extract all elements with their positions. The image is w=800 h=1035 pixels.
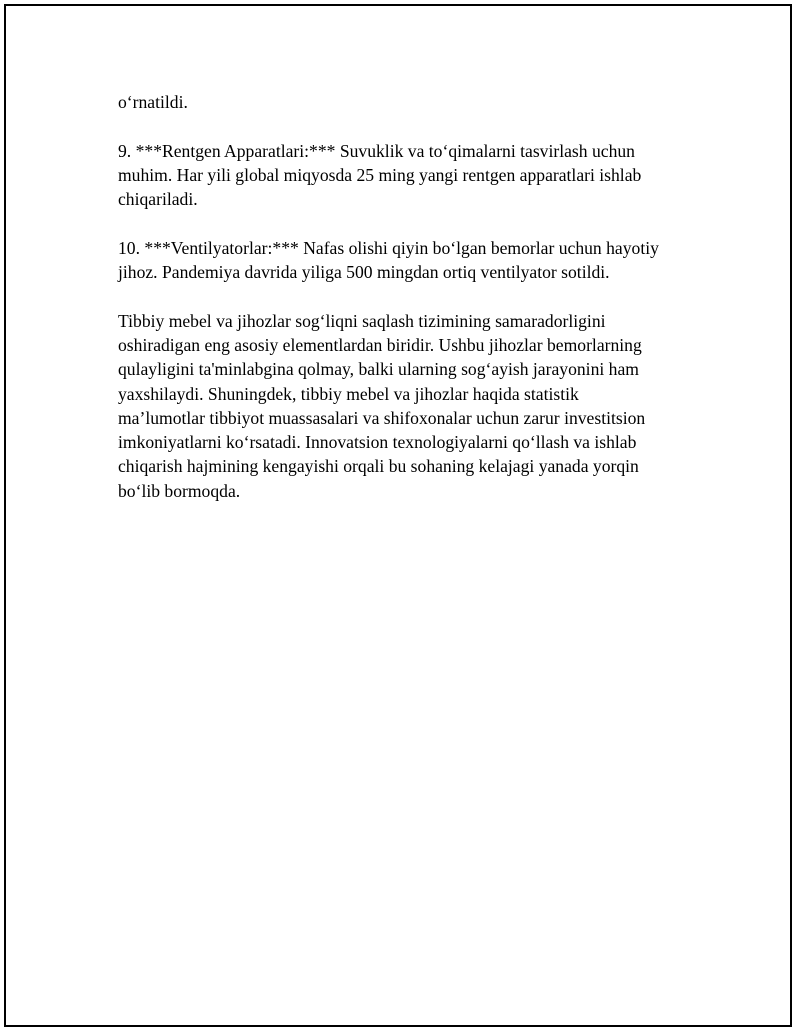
list-item-rentgen-apparatlari: 9. ***Rentgen Apparatlari:*** Suvuklik va to‘qimalarni tasvirlash uchun muhim. Har yili global miqyosda 25 ming yangi rentgen apparatlari ishlab chiqariladi. xyxy=(118,140,642,210)
document-body xyxy=(118,90,700,527)
paragraph-continuation: o‘rnatildi. xyxy=(118,92,188,112)
list-item-ventilyatorlar: 10. ***Ventilyatorlar:*** Nafas olishi qiyin bo‘lgan bemorlar uchun hayotiy jihoz. Pandemiya davrida yiliga 500 mingdan ortiq ventilyator sotildi. xyxy=(118,237,659,283)
conclusion-paragraph: Tibbiy mebel va jihozlar sog‘liqni saqlash tizimining samaradorligini oshiradigan eng asosiy elementlardan biridir. Ushbu jihozlar bemorlarning qulayligini ta'minlabgina qolmay, balki ularning sog‘ayish jarayonini ham yaxshilaydi. Shuningdek, tibbiy mebel va jihozlar haqida statistik ma’lumotlar tibbiyot muassasalari va shifoxonalar uchun zarur investitsion imkoniyatlarni ko‘rsatadi. Innovatsion texnologiyalarni qo‘llash va ishlab chiqarish hajmining kengayishi orqali bu sohaning kelajagi yanada yorqin bo‘lib bormoqda. xyxy=(118,310,646,501)
